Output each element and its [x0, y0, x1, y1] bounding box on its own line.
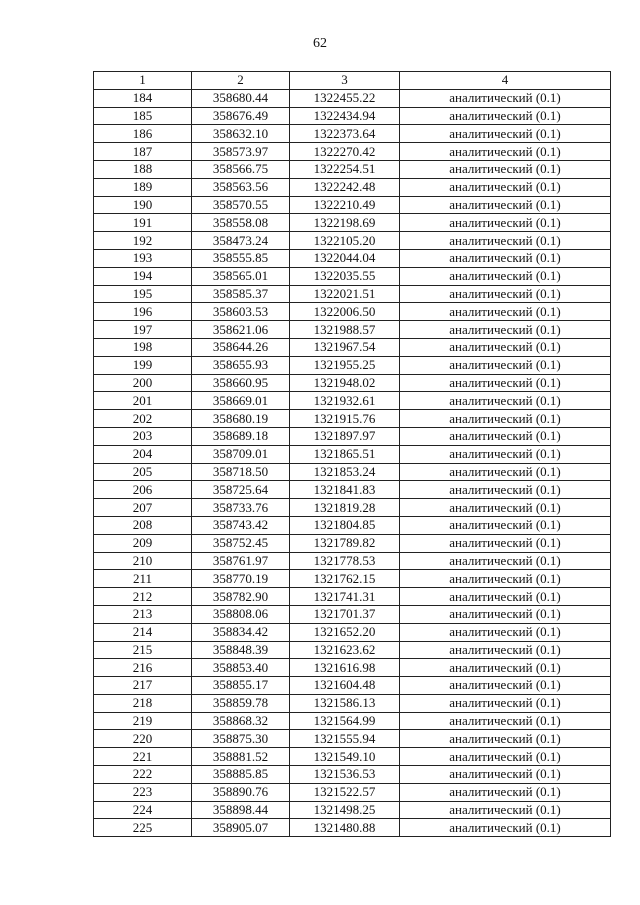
x-coordinate-cell: 358566.75	[192, 160, 290, 178]
x-coordinate-cell: 358855.17	[192, 677, 290, 695]
point-number-cell: 198	[94, 338, 192, 356]
x-coordinate-cell: 358718.50	[192, 463, 290, 481]
y-coordinate-cell: 1321480.88	[290, 819, 400, 837]
y-coordinate-cell: 1321988.57	[290, 321, 400, 339]
x-coordinate-cell: 358655.93	[192, 356, 290, 374]
table-row	[94, 267, 611, 285]
x-coordinate-cell: 358885.85	[192, 766, 290, 784]
y-coordinate-cell: 1321555.94	[290, 730, 400, 748]
method-cell: аналитический (0.1)	[400, 427, 611, 445]
method-cell: аналитический (0.1)	[400, 499, 611, 517]
point-number-cell: 190	[94, 196, 192, 214]
x-coordinate-cell: 358660.95	[192, 374, 290, 392]
y-coordinate-cell: 1322270.42	[290, 143, 400, 161]
y-coordinate-cell: 1321948.02	[290, 374, 400, 392]
method-cell: аналитический (0.1)	[400, 160, 611, 178]
table-row	[94, 232, 611, 250]
y-coordinate-cell: 1321932.61	[290, 392, 400, 410]
method-cell: аналитический (0.1)	[400, 303, 611, 321]
method-cell: аналитический (0.1)	[400, 570, 611, 588]
point-number-cell: 188	[94, 160, 192, 178]
table-row	[94, 196, 611, 214]
x-coordinate-cell: 358898.44	[192, 801, 290, 819]
method-cell: аналитический (0.1)	[400, 232, 611, 250]
table-row	[94, 125, 611, 143]
point-number-cell: 204	[94, 445, 192, 463]
point-number-cell: 208	[94, 516, 192, 534]
y-coordinate-cell: 1321897.97	[290, 427, 400, 445]
table-row	[94, 605, 611, 623]
table-row	[94, 570, 611, 588]
method-cell: аналитический (0.1)	[400, 338, 611, 356]
point-number-cell: 221	[94, 748, 192, 766]
table-row	[94, 694, 611, 712]
x-coordinate-cell: 358875.30	[192, 730, 290, 748]
point-number-cell: 219	[94, 712, 192, 730]
x-coordinate-cell: 358859.78	[192, 694, 290, 712]
method-cell: аналитический (0.1)	[400, 392, 611, 410]
y-coordinate-cell: 1321778.53	[290, 552, 400, 570]
method-cell: аналитический (0.1)	[400, 285, 611, 303]
x-coordinate-cell: 358473.24	[192, 232, 290, 250]
point-number-cell: 212	[94, 588, 192, 606]
y-coordinate-cell: 1321789.82	[290, 534, 400, 552]
x-coordinate-cell: 358644.26	[192, 338, 290, 356]
y-coordinate-cell: 1321549.10	[290, 748, 400, 766]
table-row	[94, 499, 611, 517]
table-row	[94, 659, 611, 677]
table-row	[94, 819, 611, 837]
y-coordinate-cell: 1321819.28	[290, 499, 400, 517]
method-cell: аналитический (0.1)	[400, 267, 611, 285]
point-number-cell: 217	[94, 677, 192, 695]
point-number-cell: 209	[94, 534, 192, 552]
table-row	[94, 392, 611, 410]
x-coordinate-cell: 358743.42	[192, 516, 290, 534]
table-row	[94, 143, 611, 161]
x-coordinate-cell: 358573.97	[192, 143, 290, 161]
table-header-row	[94, 72, 611, 90]
column-header: 4	[400, 72, 611, 90]
point-number-cell: 201	[94, 392, 192, 410]
y-coordinate-cell: 1321853.24	[290, 463, 400, 481]
point-number-cell: 215	[94, 641, 192, 659]
table-row	[94, 516, 611, 534]
y-coordinate-cell: 1321701.37	[290, 605, 400, 623]
point-number-cell: 199	[94, 356, 192, 374]
method-cell: аналитический (0.1)	[400, 196, 611, 214]
table-row	[94, 748, 611, 766]
method-cell: аналитический (0.1)	[400, 588, 611, 606]
point-number-cell: 211	[94, 570, 192, 588]
table-row	[94, 481, 611, 499]
x-coordinate-cell: 358905.07	[192, 819, 290, 837]
method-cell: аналитический (0.1)	[400, 623, 611, 641]
table-row	[94, 534, 611, 552]
x-coordinate-cell: 358808.06	[192, 605, 290, 623]
y-coordinate-cell: 1321841.83	[290, 481, 400, 499]
point-number-cell: 193	[94, 249, 192, 267]
table-row	[94, 107, 611, 125]
point-number-cell: 223	[94, 783, 192, 801]
y-coordinate-cell: 1322035.55	[290, 267, 400, 285]
x-coordinate-cell: 358709.01	[192, 445, 290, 463]
point-number-cell: 191	[94, 214, 192, 232]
column-header: 2	[192, 72, 290, 90]
table-row	[94, 178, 611, 196]
method-cell: аналитический (0.1)	[400, 641, 611, 659]
point-number-cell: 202	[94, 410, 192, 428]
table-row	[94, 677, 611, 695]
point-number-cell: 225	[94, 819, 192, 837]
x-coordinate-cell: 358853.40	[192, 659, 290, 677]
y-coordinate-cell: 1321865.51	[290, 445, 400, 463]
point-number-cell: 222	[94, 766, 192, 784]
y-coordinate-cell: 1321564.99	[290, 712, 400, 730]
y-coordinate-cell: 1321804.85	[290, 516, 400, 534]
x-coordinate-cell: 358868.32	[192, 712, 290, 730]
table-row	[94, 783, 611, 801]
table-row	[94, 730, 611, 748]
x-coordinate-cell: 358848.39	[192, 641, 290, 659]
table-row	[94, 623, 611, 641]
y-coordinate-cell: 1321762.15	[290, 570, 400, 588]
y-coordinate-cell: 1322242.48	[290, 178, 400, 196]
y-coordinate-cell: 1321623.62	[290, 641, 400, 659]
page-number: 62	[313, 36, 327, 51]
table-row	[94, 285, 611, 303]
method-cell: аналитический (0.1)	[400, 677, 611, 695]
y-coordinate-cell: 1322105.20	[290, 232, 400, 250]
x-coordinate-cell: 358676.49	[192, 107, 290, 125]
y-coordinate-cell: 1321536.53	[290, 766, 400, 784]
x-coordinate-cell: 358689.18	[192, 427, 290, 445]
x-coordinate-cell: 358563.56	[192, 178, 290, 196]
y-coordinate-cell: 1322373.64	[290, 125, 400, 143]
point-number-cell: 186	[94, 125, 192, 143]
y-coordinate-cell: 1321915.76	[290, 410, 400, 428]
point-number-cell: 200	[94, 374, 192, 392]
x-coordinate-cell: 358834.42	[192, 623, 290, 641]
y-coordinate-cell: 1322044.04	[290, 249, 400, 267]
table-row	[94, 338, 611, 356]
y-coordinate-cell: 1322210.49	[290, 196, 400, 214]
x-coordinate-cell: 358890.76	[192, 783, 290, 801]
point-number-cell: 196	[94, 303, 192, 321]
method-cell: аналитический (0.1)	[400, 748, 611, 766]
table-row	[94, 801, 611, 819]
coordinates-table	[93, 71, 611, 837]
table-body	[94, 89, 611, 836]
x-coordinate-cell: 358733.76	[192, 499, 290, 517]
y-coordinate-cell: 1322434.94	[290, 107, 400, 125]
method-cell: аналитический (0.1)	[400, 801, 611, 819]
y-coordinate-cell: 1321955.25	[290, 356, 400, 374]
method-cell: аналитический (0.1)	[400, 178, 611, 196]
method-cell: аналитический (0.1)	[400, 356, 611, 374]
table-row	[94, 89, 611, 107]
table-row	[94, 321, 611, 339]
column-header: 3	[290, 72, 400, 90]
x-coordinate-cell: 358570.55	[192, 196, 290, 214]
method-cell: аналитический (0.1)	[400, 143, 611, 161]
point-number-cell: 218	[94, 694, 192, 712]
point-number-cell: 189	[94, 178, 192, 196]
point-number-cell: 220	[94, 730, 192, 748]
method-cell: аналитический (0.1)	[400, 481, 611, 499]
method-cell: аналитический (0.1)	[400, 516, 611, 534]
method-cell: аналитический (0.1)	[400, 534, 611, 552]
x-coordinate-cell: 358680.44	[192, 89, 290, 107]
x-coordinate-cell: 358603.53	[192, 303, 290, 321]
point-number-cell: 192	[94, 232, 192, 250]
y-coordinate-cell: 1321498.25	[290, 801, 400, 819]
point-number-cell: 197	[94, 321, 192, 339]
table-row	[94, 463, 611, 481]
method-cell: аналитический (0.1)	[400, 249, 611, 267]
x-coordinate-cell: 358761.97	[192, 552, 290, 570]
point-number-cell: 205	[94, 463, 192, 481]
x-coordinate-cell: 358565.01	[192, 267, 290, 285]
y-coordinate-cell: 1321586.13	[290, 694, 400, 712]
table-row	[94, 356, 611, 374]
y-coordinate-cell: 1321522.57	[290, 783, 400, 801]
x-coordinate-cell: 358782.90	[192, 588, 290, 606]
table-row	[94, 641, 611, 659]
x-coordinate-cell: 358669.01	[192, 392, 290, 410]
point-number-cell: 213	[94, 605, 192, 623]
y-coordinate-cell: 1321741.31	[290, 588, 400, 606]
method-cell: аналитический (0.1)	[400, 712, 611, 730]
method-cell: аналитический (0.1)	[400, 374, 611, 392]
method-cell: аналитический (0.1)	[400, 107, 611, 125]
x-coordinate-cell: 358752.45	[192, 534, 290, 552]
point-number-cell: 207	[94, 499, 192, 517]
method-cell: аналитический (0.1)	[400, 214, 611, 232]
x-coordinate-cell: 358680.19	[192, 410, 290, 428]
method-cell: аналитический (0.1)	[400, 445, 611, 463]
point-number-cell: 206	[94, 481, 192, 499]
method-cell: аналитический (0.1)	[400, 463, 611, 481]
table-row	[94, 712, 611, 730]
x-coordinate-cell: 358881.52	[192, 748, 290, 766]
table-row	[94, 160, 611, 178]
x-coordinate-cell: 358725.64	[192, 481, 290, 499]
point-number-cell: 195	[94, 285, 192, 303]
y-coordinate-cell: 1321604.48	[290, 677, 400, 695]
point-number-cell: 185	[94, 107, 192, 125]
method-cell: аналитический (0.1)	[400, 659, 611, 677]
y-coordinate-cell: 1321616.98	[290, 659, 400, 677]
method-cell: аналитический (0.1)	[400, 819, 611, 837]
method-cell: аналитический (0.1)	[400, 125, 611, 143]
method-cell: аналитический (0.1)	[400, 552, 611, 570]
method-cell: аналитический (0.1)	[400, 694, 611, 712]
y-coordinate-cell: 1321652.20	[290, 623, 400, 641]
column-header: 1	[94, 72, 192, 90]
table-row	[94, 766, 611, 784]
table-row	[94, 445, 611, 463]
x-coordinate-cell: 358770.19	[192, 570, 290, 588]
point-number-cell: 224	[94, 801, 192, 819]
point-number-cell: 184	[94, 89, 192, 107]
y-coordinate-cell: 1322254.51	[290, 160, 400, 178]
table-row	[94, 588, 611, 606]
y-coordinate-cell: 1322006.50	[290, 303, 400, 321]
point-number-cell: 210	[94, 552, 192, 570]
table-row	[94, 410, 611, 428]
y-coordinate-cell: 1322021.51	[290, 285, 400, 303]
point-number-cell: 214	[94, 623, 192, 641]
y-coordinate-cell: 1321967.54	[290, 338, 400, 356]
x-coordinate-cell: 358558.08	[192, 214, 290, 232]
point-number-cell: 194	[94, 267, 192, 285]
table-row	[94, 427, 611, 445]
y-coordinate-cell: 1322198.69	[290, 214, 400, 232]
x-coordinate-cell: 358585.37	[192, 285, 290, 303]
method-cell: аналитический (0.1)	[400, 410, 611, 428]
table-row	[94, 552, 611, 570]
x-coordinate-cell: 358632.10	[192, 125, 290, 143]
table-row	[94, 214, 611, 232]
method-cell: аналитический (0.1)	[400, 730, 611, 748]
y-coordinate-cell: 1322455.22	[290, 89, 400, 107]
method-cell: аналитический (0.1)	[400, 605, 611, 623]
method-cell: аналитический (0.1)	[400, 783, 611, 801]
x-coordinate-cell: 358555.85	[192, 249, 290, 267]
table-row	[94, 374, 611, 392]
table-row	[94, 303, 611, 321]
point-number-cell: 216	[94, 659, 192, 677]
table-row	[94, 249, 611, 267]
point-number-cell: 187	[94, 143, 192, 161]
x-coordinate-cell: 358621.06	[192, 321, 290, 339]
point-number-cell: 203	[94, 427, 192, 445]
method-cell: аналитический (0.1)	[400, 321, 611, 339]
method-cell: аналитический (0.1)	[400, 89, 611, 107]
method-cell: аналитический (0.1)	[400, 766, 611, 784]
